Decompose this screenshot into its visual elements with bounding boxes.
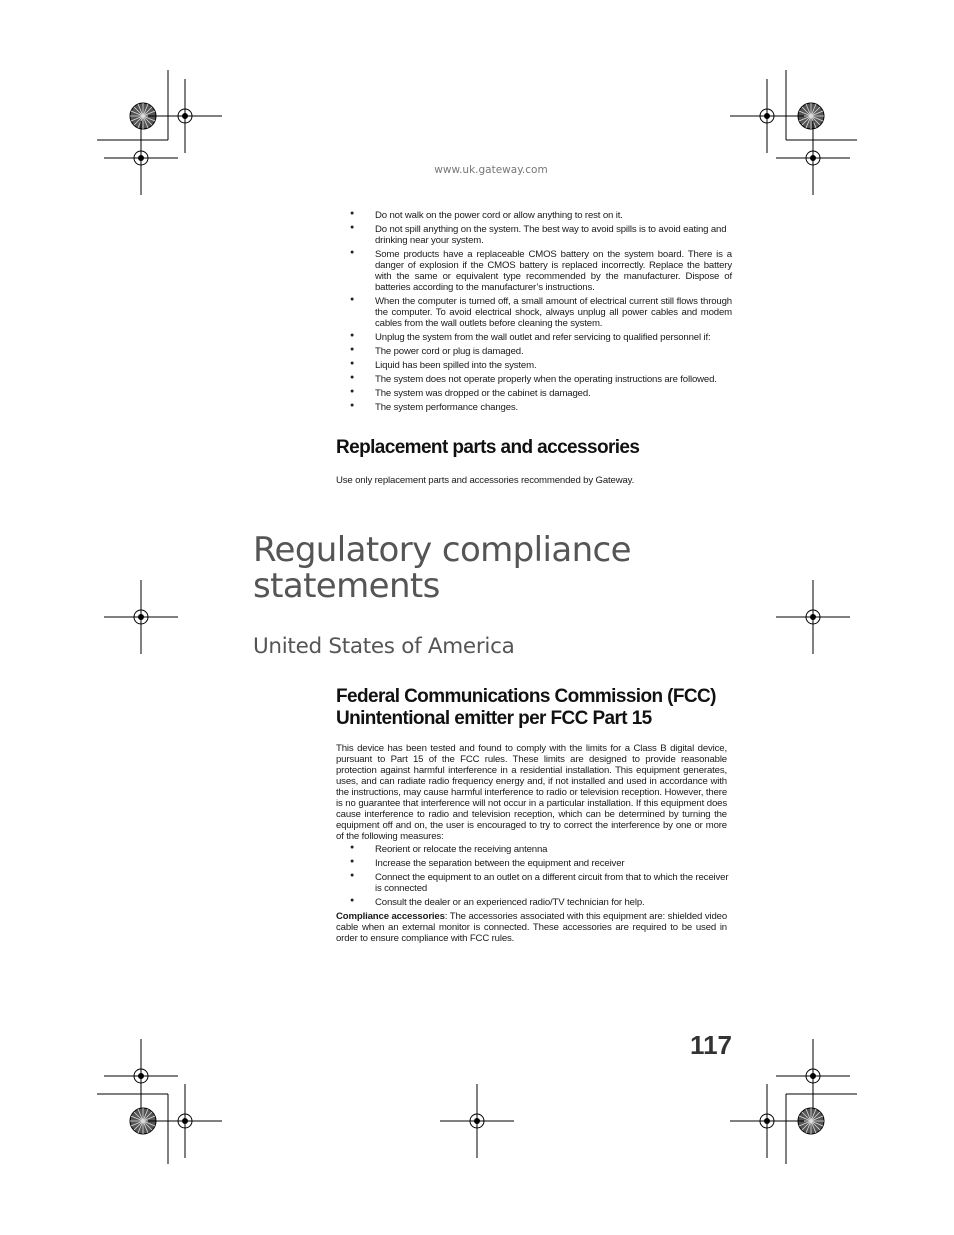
fcc-heading bbox=[336, 686, 716, 730]
list-item: ● Increase the separation between the equipment and receiver bbox=[336, 858, 732, 869]
region-heading: United States of America bbox=[253, 634, 515, 659]
list-item: ● Reorient or relocate the receiving antenna bbox=[336, 844, 732, 855]
list-item: ● The system does not operate properly when the operating instructions are followed. bbox=[336, 374, 732, 385]
replacement-heading: Replacement parts and accessories bbox=[336, 437, 640, 458]
compliance-paragraph bbox=[336, 911, 727, 944]
list-item: ● Do not walk on the power cord or allow anything to rest on it. bbox=[336, 210, 732, 221]
replacement-text: Use only replacement parts and accessories recommended by Gateway. bbox=[336, 475, 635, 486]
list-item: ● Do not spill anything on the system. The best way to avoid spills is to avoid eating and drinking near your system. bbox=[336, 224, 732, 246]
list-item: ● Unplug the system from the wall outlet and refer servicing to qualified personnel if: bbox=[336, 332, 732, 343]
safety-bullet-list bbox=[336, 210, 732, 416]
fcc-heading-line2: Unintentional emitter per FCC Part 15 bbox=[336, 708, 652, 729]
page-title: Regulatory compliance statements bbox=[253, 530, 631, 606]
compliance-label: Compliance accessories bbox=[336, 911, 445, 922]
list-item: ● The system performance changes. bbox=[336, 402, 732, 413]
fcc-heading-line1: Federal Communications Commission (FCC) bbox=[336, 686, 716, 707]
page-number: 117 bbox=[690, 1030, 732, 1060]
list-item: ● The system was dropped or the cabinet is damaged. bbox=[336, 388, 732, 399]
list-item: ● Liquid has been spilled into the system. bbox=[336, 360, 732, 371]
website-url: www.uk.gateway.com bbox=[434, 164, 548, 176]
list-item: ● Consult the dealer or an experienced radio/TV technician for help. bbox=[336, 897, 732, 908]
list-item: ● Connect the equipment to an outlet on a different circuit from that to which the receiver is connected bbox=[336, 872, 732, 894]
list-item: ● Some products have a replaceable CMOS battery on the system board. There is a danger of explosion if the CMOS battery is replaced incorrectly. Replace the battery with the same or equivalent type recommended by the manufacturer. Dispose of batteries according to the manufacturer’s instructions. bbox=[336, 249, 732, 293]
list-item: ● The power cord or plug is damaged. bbox=[336, 346, 732, 357]
fcc-bullet-list bbox=[336, 844, 732, 911]
fcc-text: This device has been tested and found to comply with the limits for a Class B digital device, pursuant to Part 15 of the FCC rules. These limits are designed to provide reasonable protection against harmful interference in a residential installation. This equipment generates, uses, and can radiate radio frequency energy and, if not installed and used in accordance with the instructions, may cause harmful interference to radio or television reception. However, there is no guarantee that interference will not occur in a particular installation. If this equipment does cause interference to radio and television reception, which can be determined by turning the equipment off and on, the user is encouraged to try to correct the interference by one or more of the following measures: bbox=[336, 743, 727, 842]
list-item: ● When the computer is turned off, a small amount of electrical current still flows through the computer. To avoid electrical shock, always unplug all power cables and modem cables from the wall outlets before cleaning the system. bbox=[336, 296, 732, 329]
compliance-text: : The accessories associated with this equipment are: shielded video cable when an external monitor is connected. These accessories are required to be used in order to ensure compliance with FCC rules. bbox=[336, 911, 728, 944]
